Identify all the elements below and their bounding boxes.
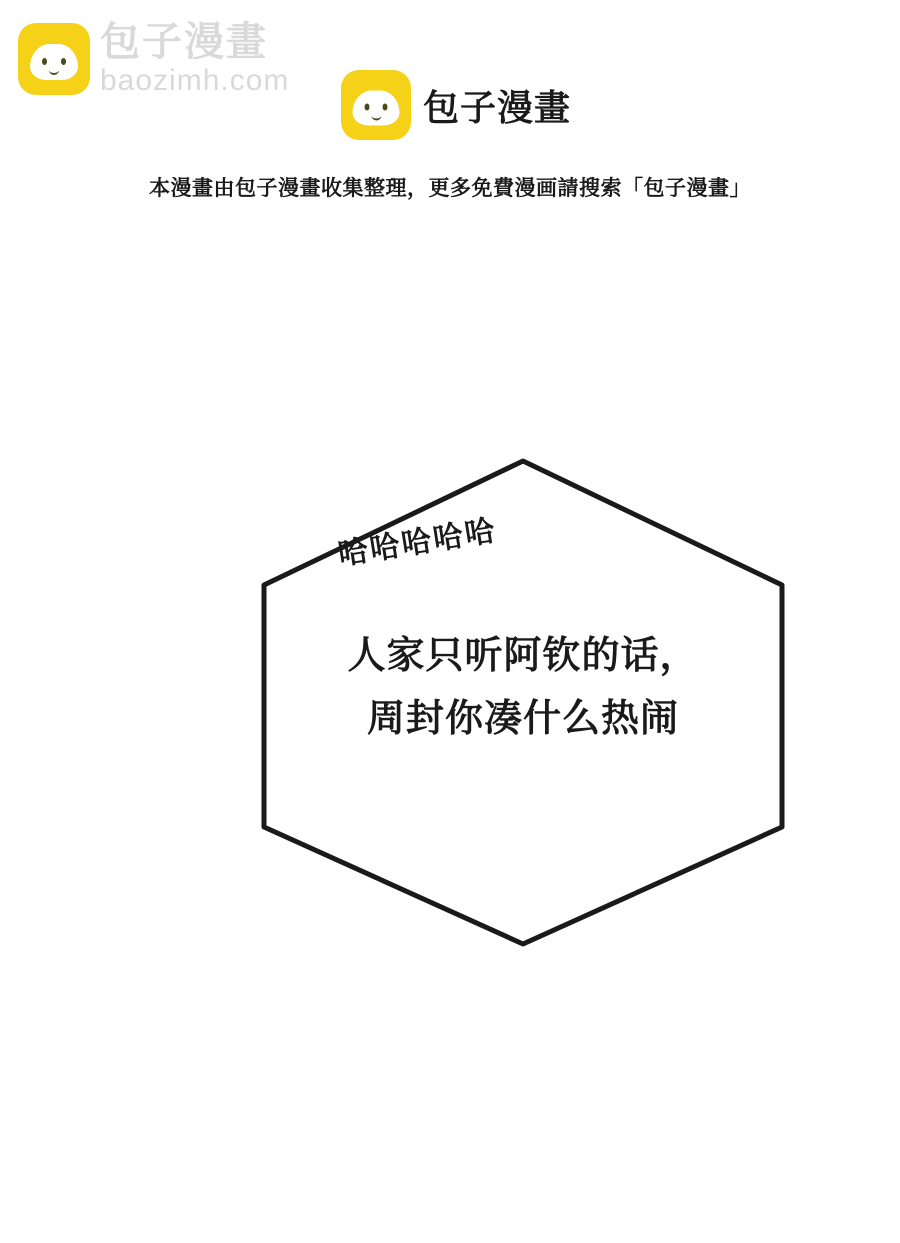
watermark-url: baozimh.com — [100, 64, 290, 97]
watermark-text — [100, 22, 289, 96]
watermark — [18, 22, 289, 96]
steamed-bun-logo-icon — [18, 23, 90, 95]
speech-balloon — [258, 455, 788, 950]
source-notice: 本漫畫由包子漫畫收集整理，更多免費漫画請搜索「包子漫畫」 — [149, 177, 751, 200]
balloon-dialogue-line-1: 人家只听阿钦的话， — [347, 635, 699, 677]
balloon-laugh-text: 哈哈哈哈哈 — [335, 514, 500, 572]
balloon-dialogue — [258, 625, 788, 750]
brand-name: 包子漫畫 — [423, 86, 572, 128]
watermark-title: 包子漫畫 — [100, 20, 268, 64]
balloon-dialogue-line-2: 周封你凑什么热闹 — [366, 697, 679, 740]
brand-logo-icon — [341, 70, 411, 140]
brand-header — [341, 70, 571, 140]
